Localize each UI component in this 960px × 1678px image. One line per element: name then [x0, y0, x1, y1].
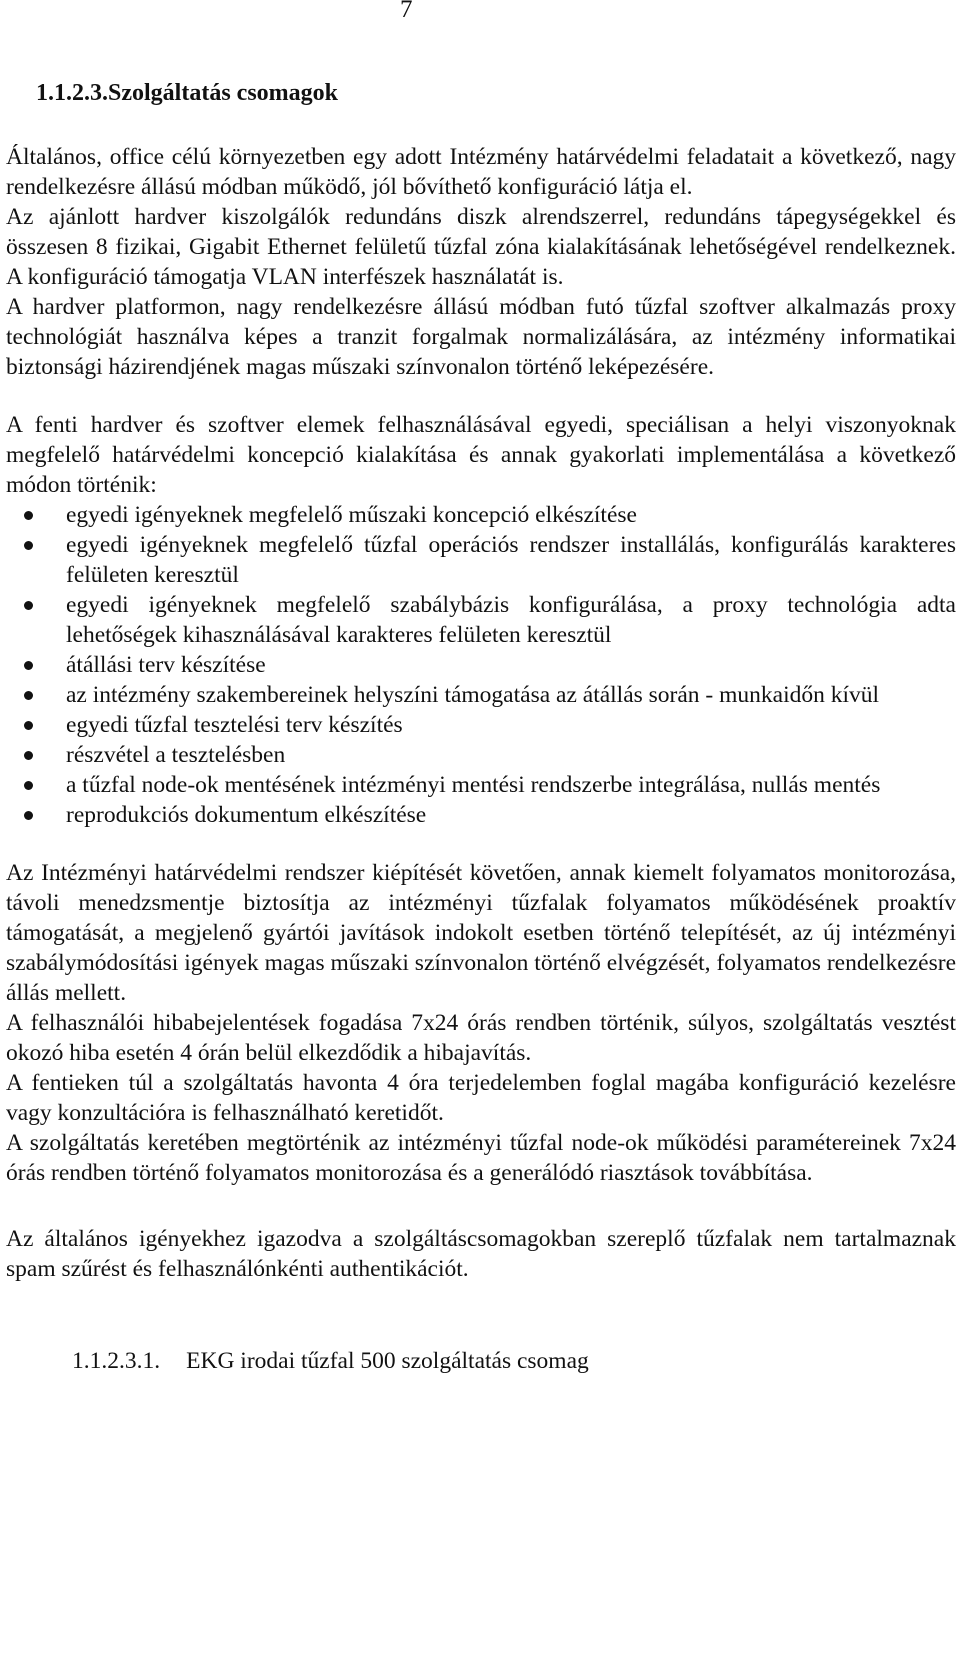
subsection-number: 1.1.2.3.1. [72, 1348, 161, 1374]
subsection-heading [72, 1346, 956, 1376]
paragraph-consulting-hours: A fentieken túl a szolgáltatás havonta 4 óra terjedelemben foglal magába konfiguráció kezelésre vagy konzultációra is felhasználható keretidőt. [6, 1070, 956, 1126]
subsection-title: EKG irodai tűzfal 500 szolgáltatás csomag [186, 1348, 589, 1374]
paragraph-intro: Általános, office célú környezetben egy adott Intézmény határvédelmi feladatait a következő, nagy rendelkezésre állású módban működő, jól bővíthető konfiguráció látja el. [6, 144, 956, 200]
bullet-icon [24, 751, 33, 760]
list-item: átállási terv készítése [6, 650, 956, 680]
list-item: egyedi igényeknek megfelelő szabálybázis konfigurálása, a proxy technológia adta lehetőségek kihasználásával karakteres felületen keresztül [6, 590, 956, 650]
paragraph-implementation: A fenti hardver és szoftver elemek felhasználásával egyedi, speciálisan a helyi viszonyoknak megfelelő határvédelmi koncepció kialakítása és annak gyakorlati implementálása a következő módon történik: [6, 412, 956, 498]
list-item: reprodukciós dokumentum elkészítése [6, 800, 956, 830]
paragraph-limitations: Az általános igényekhez igazodva a szolgáltáscsomagokban szereplő tűzfalak nem tartalmaznak spam szűrést és felhasználónkénti authentikációt. [6, 1226, 956, 1282]
bullet-icon [24, 781, 33, 790]
bullet-icon [24, 661, 33, 670]
bullet-icon [24, 511, 33, 520]
paragraph-hardware: Az ajánlott hardver kiszolgálók redundáns diszk alrendszerrel, redundáns tápegységekkel és összesen 8 fizikai, Gigabit Ethernet felületű tűzfal zóna kialakításának lehetőségével rendelkeznek. A konfiguráció támogatja VLAN interfészek használatát is. [6, 204, 956, 290]
page-number: 7 [400, 0, 413, 23]
list-item: egyedi tűzfal tesztelési terv készítés [6, 710, 956, 740]
bullet-icon [24, 691, 33, 700]
list-item: az intézmény szakembereinek helyszíni támogatása az átállás során - munkaidőn kívül [6, 680, 956, 710]
section-heading: 1.1.2.3.Szolgáltatás csomagok [36, 80, 338, 106]
document-body [6, 78, 956, 1376]
list-item: részvétel a tesztelésben [6, 740, 956, 770]
list-item: a tűzfal node-ok mentésének intézményi mentési rendszerbe integrálása, nullás mentés [6, 770, 956, 800]
list-item: egyedi igényeknek megfelelő műszaki koncepció elkészítése [6, 500, 956, 530]
paragraph-node-monitoring: A szolgáltatás keretében megtörténik az intézményi tűzfal node-ok működési paramétereinek 7x24 órás rendben történő folyamatos monitorozása és a generálódó riasztások továbbítása. [6, 1130, 956, 1186]
bullet-icon [24, 541, 33, 550]
list-item: egyedi igényeknek megfelelő tűzfal operációs rendszer installálás, konfigurálás karakteres felületen keresztül [6, 530, 956, 590]
bullet-icon [24, 601, 33, 610]
bullet-icon [24, 721, 33, 730]
paragraph-monitoring: Az Intézményi határvédelmi rendszer kiépítését követően, annak kiemelt folyamatos monitorozása, távoli menedzsmentje biztosítja az intézményi tűzfalak folyamatos működésének proaktív támogatását, a megjelenő gyártói javítások indokolt esetben történő telepítését, az új intézményi szabálymódosítási igények magas műszaki színvonalon történő elvégzését, folyamatos rendelkezésre állás mellett. [6, 860, 956, 1006]
bullet-icon [24, 811, 33, 820]
implementation-steps-list [6, 500, 956, 830]
paragraph-incident-handling: A felhasználói hibabejelentések fogadása 7x24 órás rendben történik, súlyos, szolgáltatás vesztést okozó hiba esetén 4 órán belül elkezdődik a hibajavítás. [6, 1010, 956, 1066]
paragraph-software: A hardver platformon, nagy rendelkezésre állású módban futó tűzfal szoftver alkalmazás proxy technológiát használva képes a tranzit forgalmak normalizálására, az intézmény informatikai biztonsági házirendjének magas műszaki színvonalon történő leképezésére. [6, 294, 956, 380]
